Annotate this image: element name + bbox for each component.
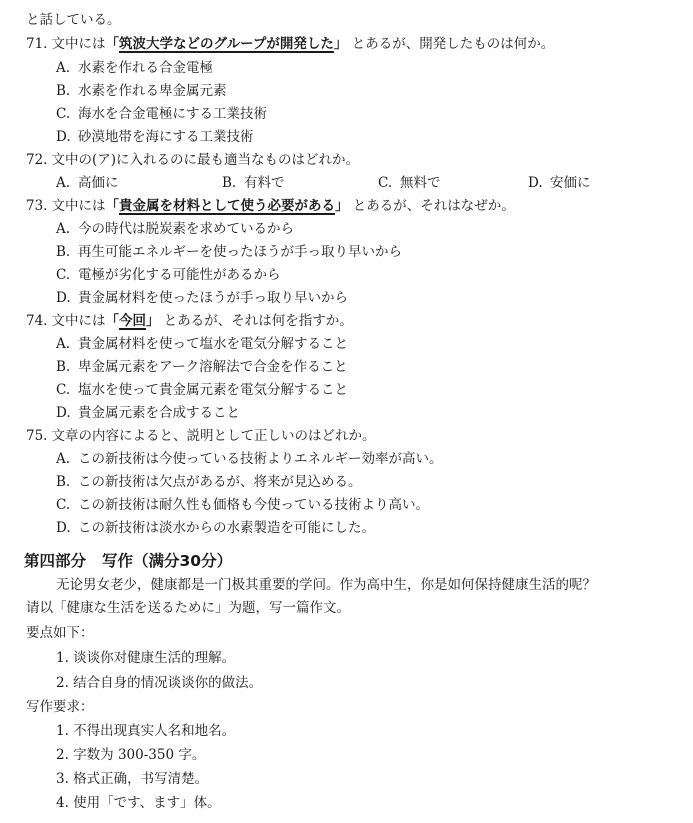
option-75-b: B. この新技術は欠点があるが、将来が見込める。 [56, 474, 362, 490]
option-73-d: D. 貴金属材料を使ったほうが手っ取り早いから [56, 290, 348, 306]
quote-close: 」 [334, 198, 349, 214]
option-74-a: A. 貴金属材料を使って塩水を電気分解すること [56, 336, 348, 352]
underlined-quote: 今回 [118, 313, 146, 329]
question-text: 文中の(ア)に入れるのに最も適当なものはどれか。 [51, 152, 360, 168]
intro-line: と話している。 [26, 12, 121, 28]
option-71-d: D. 砂漠地帯を海にする工業技術 [56, 129, 254, 145]
requirement-item: 2. 字数为 300-350 字。 [56, 747, 206, 763]
question-text-tail: とあるが、それは何を指すか。 [163, 313, 353, 329]
option-74-d: D. 貴金属元素を合成すること [56, 405, 240, 421]
section-heading [24, 550, 232, 572]
option-73-b: B. 再生可能エネルギーを使ったほうが手っ取り早いから [56, 244, 402, 260]
question-text-tail: とあるが、開発したものは何か。 [351, 36, 555, 52]
writing-prompt-line-2: 请以「健康な生活を送るために」为题，写一篇作文。 [26, 600, 350, 616]
option-72-c: C. 無料で [378, 175, 441, 191]
point-item: 1. 谈谈你对健康生活的理解。 [56, 650, 236, 666]
question-text: 文中には [51, 198, 106, 214]
option-75-c: C. この新技術は耐久性も価格も今使っている技術より高い。 [56, 497, 429, 513]
question-text: 文中には [51, 313, 106, 329]
quote-open: 「 [105, 313, 119, 329]
quote-close: 」 [333, 36, 348, 52]
question-number: 75. [26, 428, 48, 444]
question-71 [26, 34, 554, 54]
question-number: 72. [26, 152, 48, 168]
section-title: 第四部分 [24, 552, 87, 570]
option-73-c: C. 電極が劣化する可能性があるから [56, 267, 281, 283]
question-number: 73. [26, 198, 48, 214]
requirement-item: 4. 使用「です、ます」体。 [56, 795, 221, 811]
question-72 [26, 150, 359, 170]
question-number: 71. [26, 36, 48, 52]
option-74-c: C. 塩水を使って貴金属元素を電気分解すること [56, 382, 348, 398]
option-71-a: A. 水素を作れる合金電極 [56, 60, 213, 76]
question-text-tail: とあるが、それはなぜか。 [352, 198, 515, 214]
option-72-d: D. 安価に [528, 175, 591, 191]
question-text: 文中には [51, 36, 106, 52]
points-heading: 要点如下： [26, 625, 94, 641]
option-72-b: B. 有料で [222, 175, 285, 191]
question-number: 74. [26, 313, 48, 329]
option-71-c: C. 海水を合金電極にする工業技術 [56, 106, 267, 122]
option-75-d: D. この新技術は淡水からの水素製造を可能にした。 [56, 520, 375, 536]
quote-open: 「 [105, 36, 119, 52]
section-subtitle: 写作（满分30分） [102, 552, 233, 570]
question-73 [26, 196, 515, 216]
option-71-b: B. 水素を作れる卑金属元素 [56, 83, 227, 99]
requirements-heading: 写作要求： [26, 699, 94, 715]
requirement-item: 1. 不得出现真实人名和地名。 [56, 723, 236, 739]
quote-open: 「 [105, 198, 119, 214]
question-74 [26, 311, 353, 331]
point-item: 2. 结合自身的情况谈谈你的做法。 [56, 675, 263, 691]
requirement-item: 3. 格式正确，书写清楚。 [56, 771, 209, 787]
option-74-b: B. 卑金属元素をアーク溶解法で合金を作ること [56, 359, 348, 375]
underlined-quote: 筑波大学などのグループが開発した [118, 36, 334, 52]
option-73-a: A. 今の時代は脱炭素を求めているから [56, 221, 294, 237]
underlined-quote: 貴金属を材料として使う必要がある [118, 198, 335, 214]
question-75 [26, 426, 375, 446]
option-72-a: A. 高価に [56, 175, 119, 191]
quote-close: 」 [145, 313, 160, 329]
writing-prompt-line-1: 无论男女老少，健康都是一门极其重要的学问。作为高中生，你是如何保持健康生活的呢？ [56, 577, 596, 593]
option-75-a: A. この新技術は今使っている技術よりエネルギー効率が高い。 [56, 451, 443, 467]
question-text: 文章の内容によると、説明として正しいのはどれか。 [51, 428, 376, 444]
